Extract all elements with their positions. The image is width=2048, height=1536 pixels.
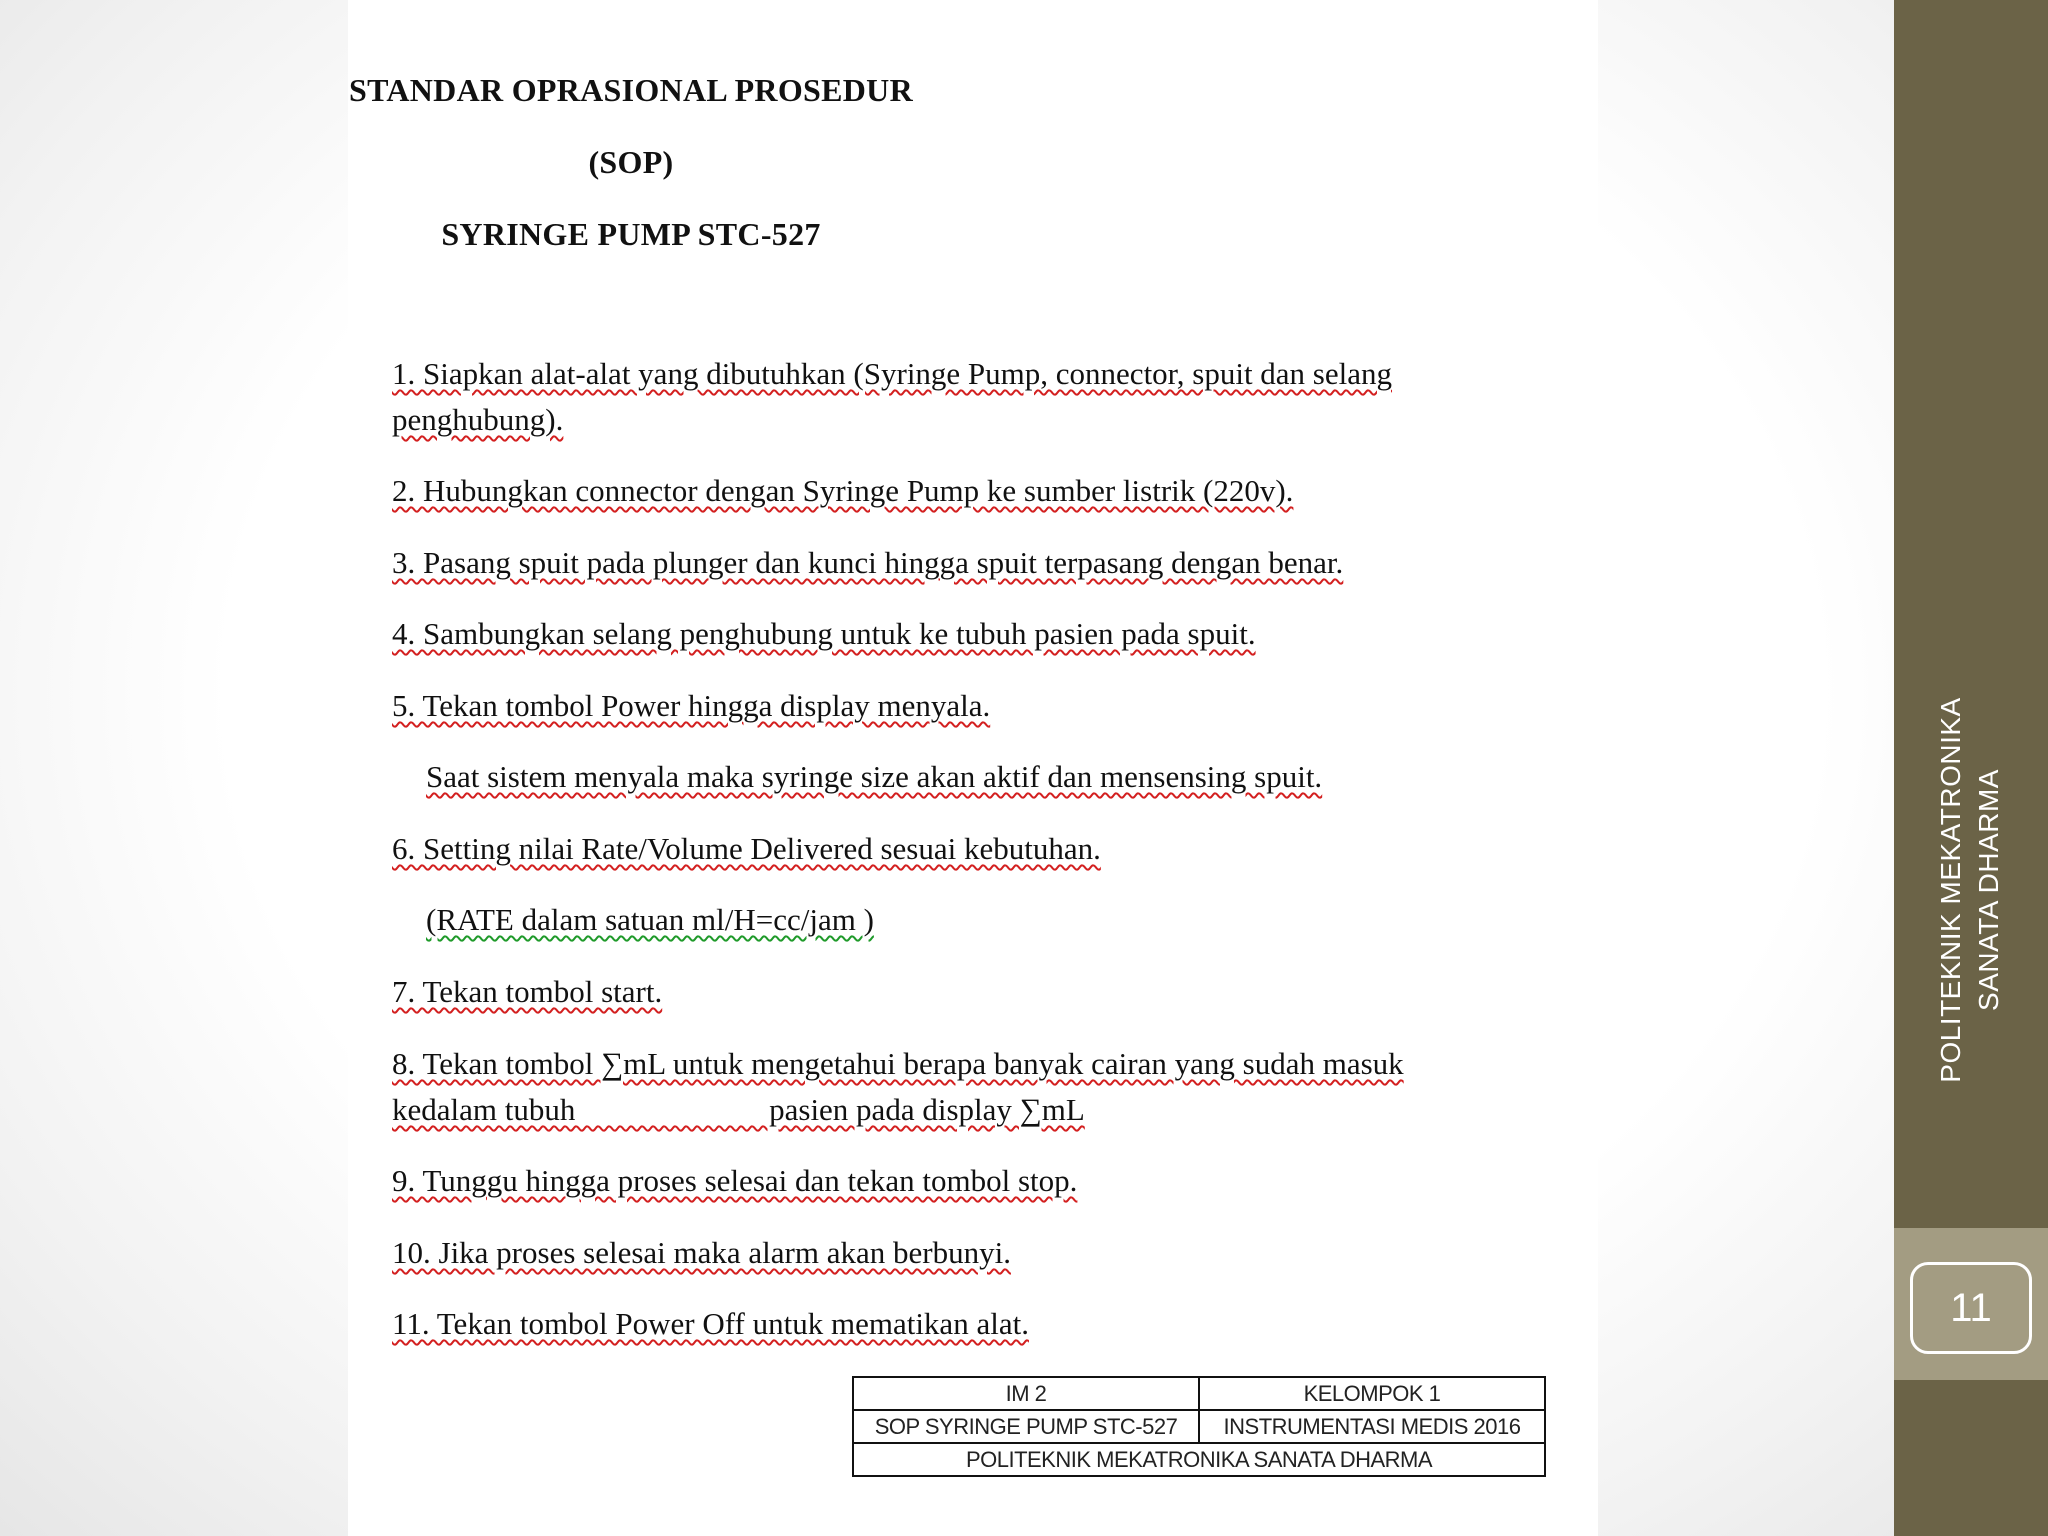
- step-5: 5. Tekan tombol Power hingga display menyala.: [392, 688, 991, 723]
- step-8: 8. Tekan tombol ∑mL untuk mengetahui berapa banyak cairan yang sudah masuk: [392, 1046, 1404, 1081]
- sidebar-text-line-1: POLITEKNIK MEKATRONIKA: [1935, 697, 1966, 1083]
- footer-cell-group: KELOMPOK 1: [1199, 1377, 1545, 1410]
- step-1-cont: penghubung).: [392, 402, 564, 437]
- sidebar-text-line-2: SANATA DHARMA: [1973, 769, 2004, 1011]
- document-device-name: SYRINGE PUMP STC-527: [441, 216, 821, 252]
- step-1: 1. Siapkan alat-alat yang dibutuhkan (Syringe Pump, connector, spuit dan selang: [392, 356, 1393, 391]
- footer-cell-sop-title: SOP SYRINGE PUMP STC-527: [853, 1410, 1199, 1443]
- step-8-cont: kedalam tubuh pasien pada display ∑mL: [392, 1092, 1085, 1127]
- step-3: 3. Pasang spuit pada plunger dan kunci hingga spuit terpasang dengan benar.: [392, 545, 1344, 580]
- step-11: 11. Tekan tombol Power Off untuk mematikan alat.: [392, 1306, 1029, 1341]
- footer-cell-course: INSTRUMENTASI MEDIS 2016: [1199, 1410, 1545, 1443]
- step-6: 6. Setting nilai Rate/Volume Delivered sesuai kebutuhan.: [392, 831, 1101, 866]
- step-9: 9. Tunggu hingga proses selesai dan tekan tombol stop.: [392, 1163, 1078, 1198]
- step-4: 4. Sambungkan selang penghubung untuk ke tubuh pasien pada spuit.: [392, 616, 1256, 651]
- step-10: 10. Jika proses selesai maka alarm akan berbunyi.: [392, 1235, 1011, 1270]
- document-footer-table: [852, 1376, 1546, 1477]
- footer-cell-class: IM 2: [853, 1377, 1199, 1410]
- step-2: 2. Hubungkan connector dengan Syringe Pump ke sumber listrik (220v).: [392, 473, 1294, 508]
- sidebar-institution-text: [1932, 697, 2008, 1082]
- footer-cell-institution: POLITEKNIK MEKATRONIKA SANATA DHARMA: [853, 1443, 1545, 1476]
- step-6-note: (RATE dalam satuan ml/H=cc/jam ): [426, 902, 874, 937]
- step-5-note: Saat sistem menyala maka syringe size akan aktif dan mensensing spuit.: [426, 759, 1323, 794]
- page-number-badge: [1910, 1262, 2032, 1354]
- step-7: 7. Tekan tombol start.: [392, 974, 663, 1009]
- document-subtitle: (SOP): [588, 144, 674, 180]
- page-number: 11: [1950, 1285, 1992, 1330]
- document-title: STANDAR OPRASIONAL PROSEDUR: [348, 72, 914, 108]
